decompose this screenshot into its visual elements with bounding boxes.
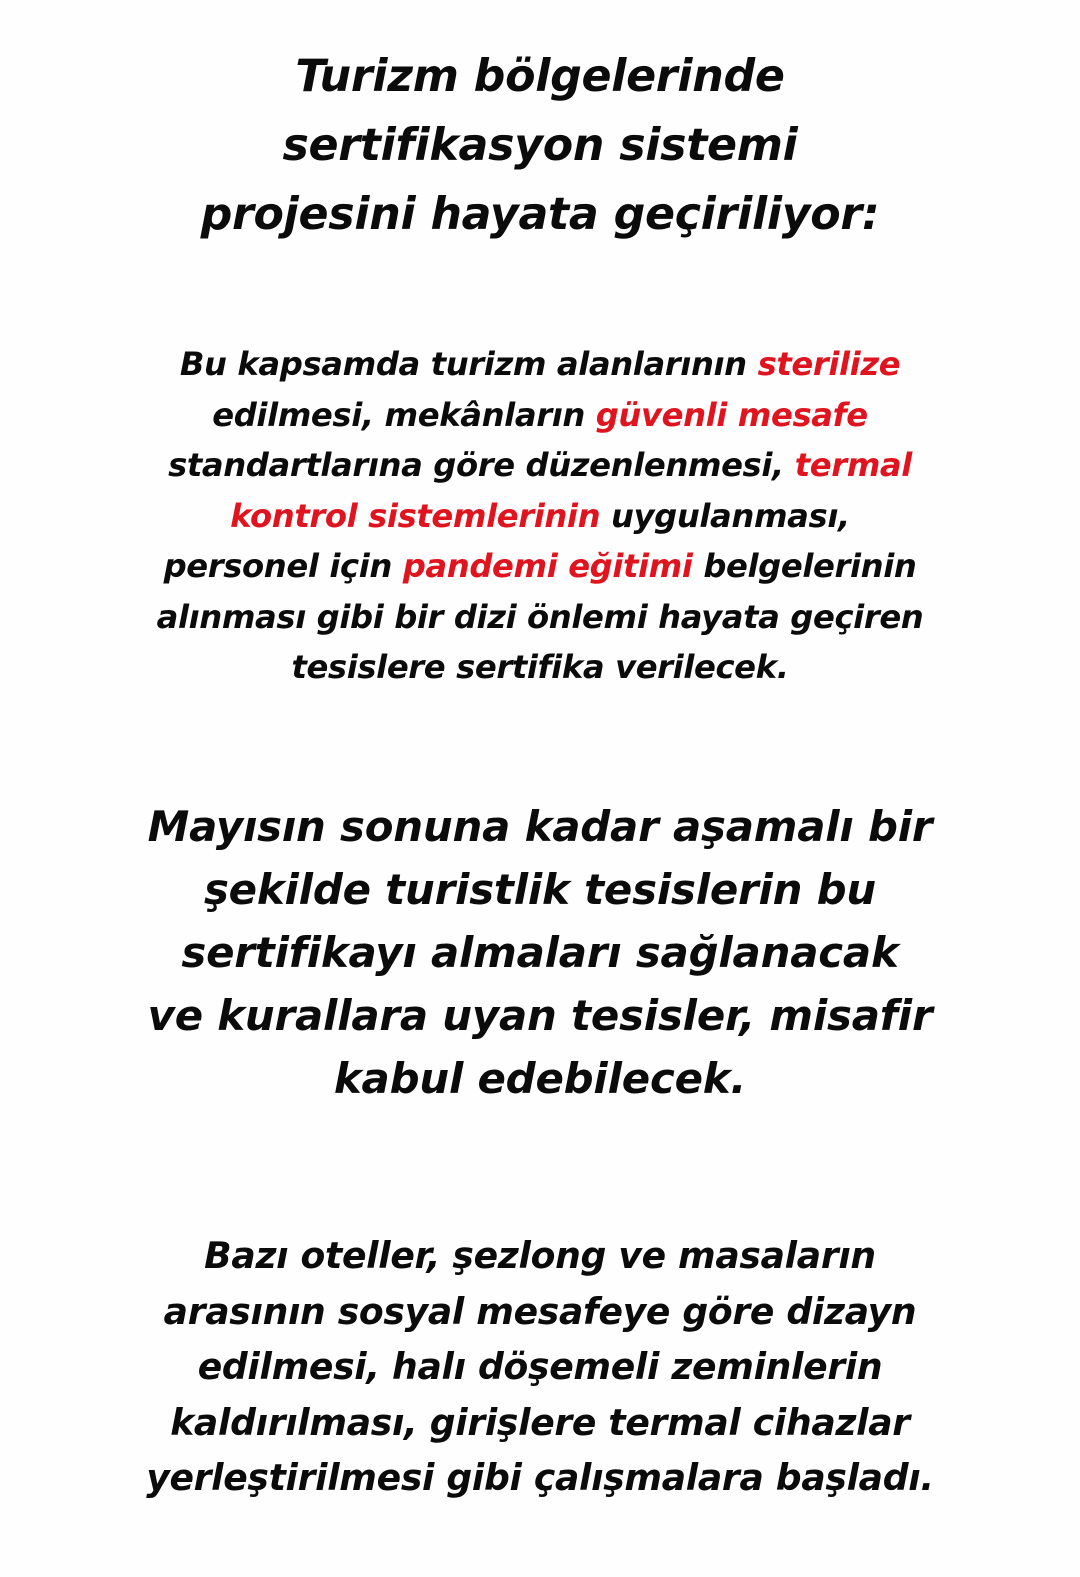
paragraph-1-text: edilmesi, mekânların [212, 395, 596, 434]
paragraph-1-line-5 [0, 541, 1080, 592]
paragraph-3-line-5: yerleştirilmesi gibi çalışmalara başladı. [146, 1456, 934, 1499]
paragraph-hotel-preparations [0, 1228, 1080, 1506]
paragraph-1-text: uygulanması, [600, 496, 850, 535]
paragraph-1-text: belgelerinin [692, 547, 917, 585]
paragraph-2-line-3: sertifikayı almaları sağlanacak [181, 928, 899, 977]
paragraph-3-line-4: kaldırılması, girişlere termal cihazlar [170, 1400, 910, 1444]
paragraph-1-line-3 [0, 440, 1080, 491]
title-line-3: projesini hayata geçiriliyor: [200, 189, 880, 240]
paragraph-2-line-2: şekilde turistlik tesislerin bu [203, 865, 877, 914]
highlight-thermal: termal [794, 446, 912, 484]
paragraph-1-text: Bu kapsamda turizm alanlarının [179, 345, 758, 383]
highlight-sterilize: sterilize [757, 345, 901, 383]
highlight-pandemic-training: pandemi eğitimi [402, 547, 693, 585]
paragraph-1-line-2 [0, 390, 1080, 441]
paragraph-1-line-7: tesislere sertifika verilecek. [291, 648, 789, 686]
highlight-control-systems: kontrol sistemlerinin [230, 496, 601, 535]
paragraph-3-line-1: Bazı oteller, şezlong ve masaların [204, 1234, 876, 1277]
paragraph-certification-measures [0, 339, 1080, 693]
paragraph-may-deadline [0, 795, 1080, 1110]
paragraph-1-line-6: alınması gibi bir dizi önlemi hayata geçiren [156, 597, 924, 636]
paragraph-1-line-1 [0, 339, 1080, 390]
paragraph-1-text: standartlarına göre düzenlenmesi, [168, 446, 795, 484]
paragraph-1-text: personel için [163, 547, 403, 585]
paragraph-3-line-3: edilmesi, halı döşemeli zeminlerin [197, 1345, 883, 1388]
paragraph-1-line-4 [0, 491, 1080, 542]
title-line-2: sertifikasyon sistemi [282, 120, 798, 171]
title-line-1: Turizm bölgelerinde [295, 51, 785, 102]
paragraph-2-line-1: Mayısın sonuna kadar aşamalı bir [147, 802, 933, 851]
paragraph-2-line-5: kabul edebilecek. [333, 1054, 747, 1103]
paragraph-3-line-2: arasının sosyal mesafeye göre dizayn [163, 1289, 917, 1333]
paragraph-2-line-4: ve kurallara uyan tesisler, misafir [147, 991, 933, 1040]
highlight-safe-distance: güvenli mesafe [595, 395, 868, 434]
page-title [0, 42, 1080, 249]
